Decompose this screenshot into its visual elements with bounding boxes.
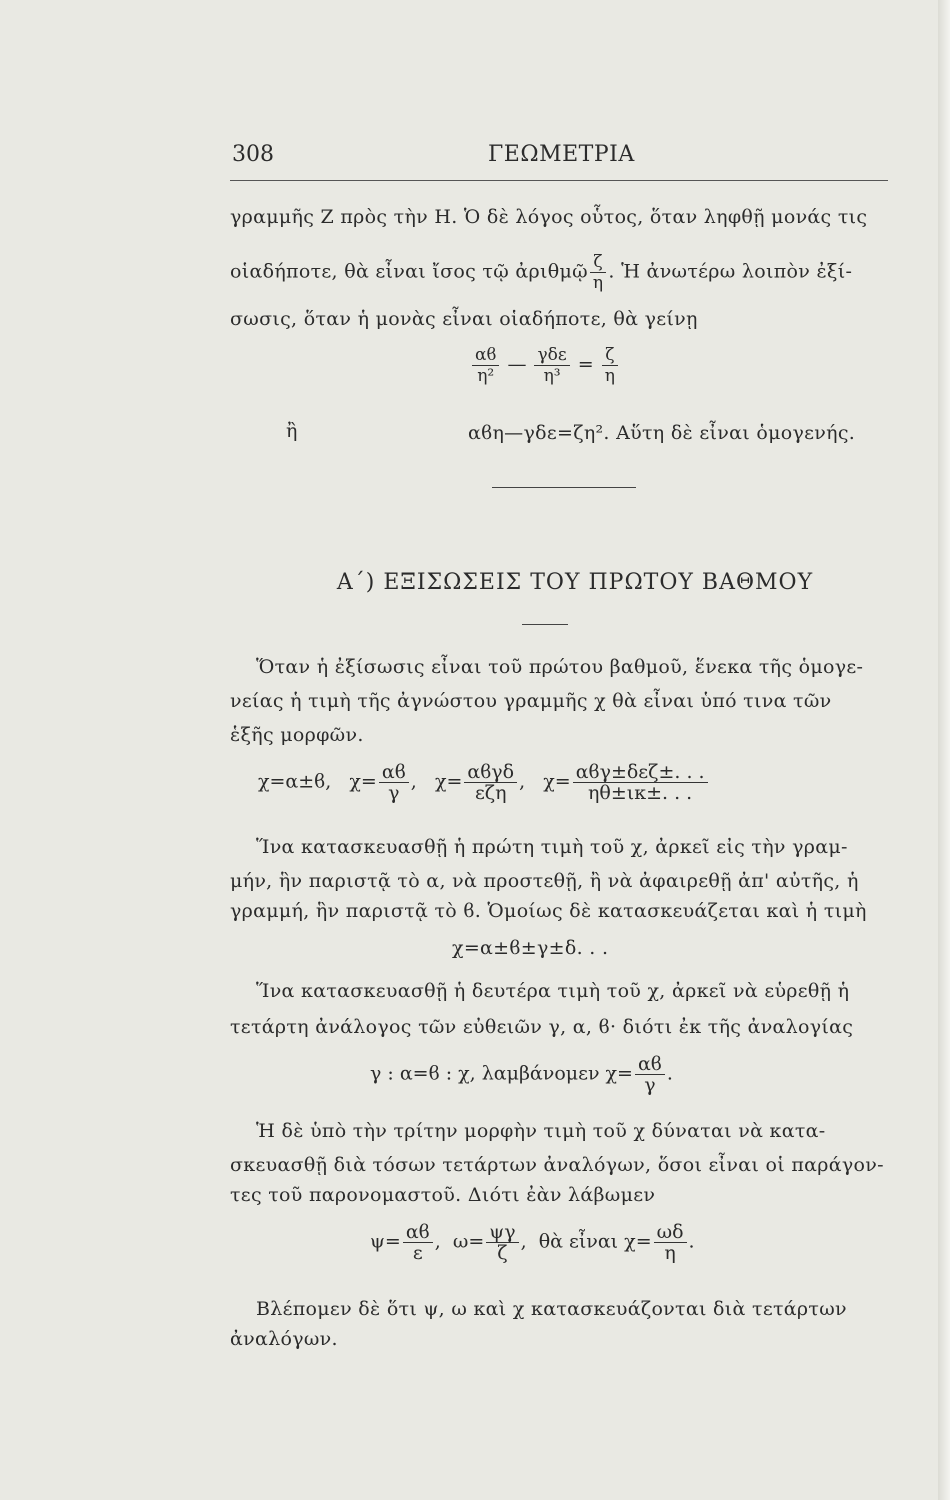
numerator: ωδ [654, 1222, 687, 1243]
text-line [230, 252, 852, 293]
equation-2: αϐη—γδε=ζη². Αὕτη δὲ εἶναι ὁμογενής. [468, 422, 856, 444]
formula-text: χ=α±ϐ, [258, 770, 332, 793]
forms-formula [258, 762, 710, 803]
or-word: ἢ [286, 420, 298, 442]
fraction [534, 345, 569, 386]
formula-text: ω= [452, 1230, 485, 1253]
denominator: η³ [543, 366, 561, 386]
formula-text: θὰ εἶναι χ= [538, 1230, 652, 1253]
fraction [635, 1054, 665, 1095]
numerator: αϐγ±δεζ±. . . [573, 762, 708, 783]
denominator: γ [388, 782, 400, 804]
denominator: γ [644, 1074, 656, 1096]
formula-text: , [410, 770, 417, 793]
formula-text: χ= [349, 770, 377, 793]
denominator: ηθ±ικ±. . . [588, 782, 693, 804]
text-line: γραμμῆς Ζ πρὸς τὴν Η. Ὁ δὲ λόγος οὗτος, ὅταν ληφθῇ μονάς τις [230, 206, 868, 228]
numerator: ζ [602, 345, 618, 366]
fraction [602, 345, 618, 386]
text-line: σκευασθῇ διὰ τόσων τετάρτων ἀναλόγων, ὅσοι εἶναι οἱ παράγον- [230, 1154, 884, 1176]
text-line: μήν, ἣν παριστᾷ τὸ α, νὰ προστεθῇ, ἢ νὰ ἀφαιρεθῇ ἀπ' αὐτῆς, ἡ [230, 870, 859, 892]
fraction [472, 345, 499, 386]
equals-sign: = [577, 353, 594, 376]
numerator: γδε [534, 345, 569, 366]
text-fragment: οἱαδήποτε, θὰ εἶναι ἴσος τῷ ἀριθμῷ [230, 260, 588, 283]
numerator: ψγ [486, 1222, 518, 1243]
numerator: αϐ [635, 1054, 665, 1075]
text-line: Βλέπομεν δὲ ὅτι ψ, ω καὶ χ κατασκευάζονται διὰ τετάρτων [256, 1298, 847, 1320]
text-line: τες τοῦ παρονομαστοῦ. Διότι ἐὰν λάβωμεν [230, 1184, 656, 1206]
equation-1 [470, 345, 620, 386]
fraction [403, 1222, 433, 1263]
numerator: αϐ [403, 1222, 433, 1243]
denominator: ζ [497, 1242, 508, 1264]
header-rule [230, 180, 888, 181]
formula-text: , [519, 770, 526, 793]
text-line: Ἵνα κατασκευασθῇ ἡ πρώτη τιμὴ τοῦ χ, ἀρκεῖ εἰς τὴν γραμ- [256, 836, 848, 858]
fraction [486, 1222, 518, 1263]
formula-text: γ : α=ϐ : χ, λαμβάνομεν χ= [370, 1062, 633, 1085]
text-line: γραμμή, ἣν παριστᾷ τὸ ϐ. Ὁμοίως δὲ κατασκευάζεται καὶ ἡ τιμὴ [230, 900, 867, 922]
denominator: η [664, 1242, 676, 1264]
minus-sign: — [507, 353, 527, 376]
sum-equation: χ=α±ϐ±γ±δ. . . [452, 937, 609, 959]
fraction [654, 1222, 687, 1263]
separator-rule [522, 624, 568, 625]
text-line: Ἡ δὲ ὑπὸ τὴν τρίτην μορφὴν τιμὴ τοῦ χ δύναται νὰ κατα- [256, 1120, 826, 1142]
fraction [379, 762, 409, 803]
running-title: ΓΕΩΜΕΤΡΙΑ [488, 142, 635, 167]
fraction [573, 762, 708, 803]
fraction [464, 762, 517, 803]
text-line: σωσις, ὅταν ἡ μονὰς εἶναι οἱαδήποτε, θὰ γείνῃ [230, 308, 698, 330]
denominator: ε [412, 1242, 423, 1264]
numerator: αϐ [379, 762, 409, 783]
denominator: η² [477, 366, 495, 386]
formula-text: . [666, 1062, 673, 1085]
numerator: αϐγδ [464, 762, 517, 783]
denominator: η [604, 366, 615, 386]
numerator: ζ [590, 252, 607, 273]
formula-text: . [688, 1230, 695, 1253]
text-line: νείας ἡ τιμὴ τῆς ἀγνώστου γραμμῆς χ θὰ εἶναι ὑπό τινα τῶν [230, 690, 832, 712]
formula-text: χ= [543, 770, 571, 793]
text-line: ἀναλόγων. [230, 1328, 338, 1350]
text-line: τετάρτη ἀνάλογος τῶν εὐθειῶν γ, α, ϐ· διότι ἐκ τῆς ἀναλογίας [230, 1016, 854, 1038]
proportion-equation [370, 1054, 673, 1095]
denominator: εζη [474, 782, 507, 804]
section-title: Α΄) ΕΞΙΣΩΣΕΙΣ ΤΟΥ ΠΡΩΤΟΥ ΒΑΘΜΟΥ [336, 570, 814, 595]
page-edge-shadow [938, 0, 950, 1500]
running-head [232, 142, 888, 176]
text-line: ἑξῆς μορφῶν. [230, 724, 364, 746]
separator-rule [492, 487, 636, 488]
formula-text: χ= [434, 770, 463, 793]
text-line: Ἵνα κατασκευασθῇ ἡ δευτέρα τιμὴ τοῦ χ, ἀρκεῖ νὰ εὑρεθῇ ἡ [256, 980, 850, 1002]
formula-text: , [520, 1230, 527, 1253]
page-number: 308 [232, 142, 274, 167]
formula-text: ψ= [370, 1230, 401, 1253]
text-fragment: . Ἡ ἀνωτέρω λοιπὸν ἐξί- [608, 260, 853, 283]
denominator: η [592, 273, 604, 293]
formula-text: , [434, 1230, 441, 1253]
numerator: αϐ [472, 345, 499, 366]
substitution-equation [370, 1222, 695, 1263]
text-line: Ὅταν ἡ ἐξίσωσις εἶναι τοῦ πρώτου βαθμοῦ, ἕνεκα τῆς ὁμογε- [256, 656, 864, 678]
fraction [590, 252, 607, 293]
